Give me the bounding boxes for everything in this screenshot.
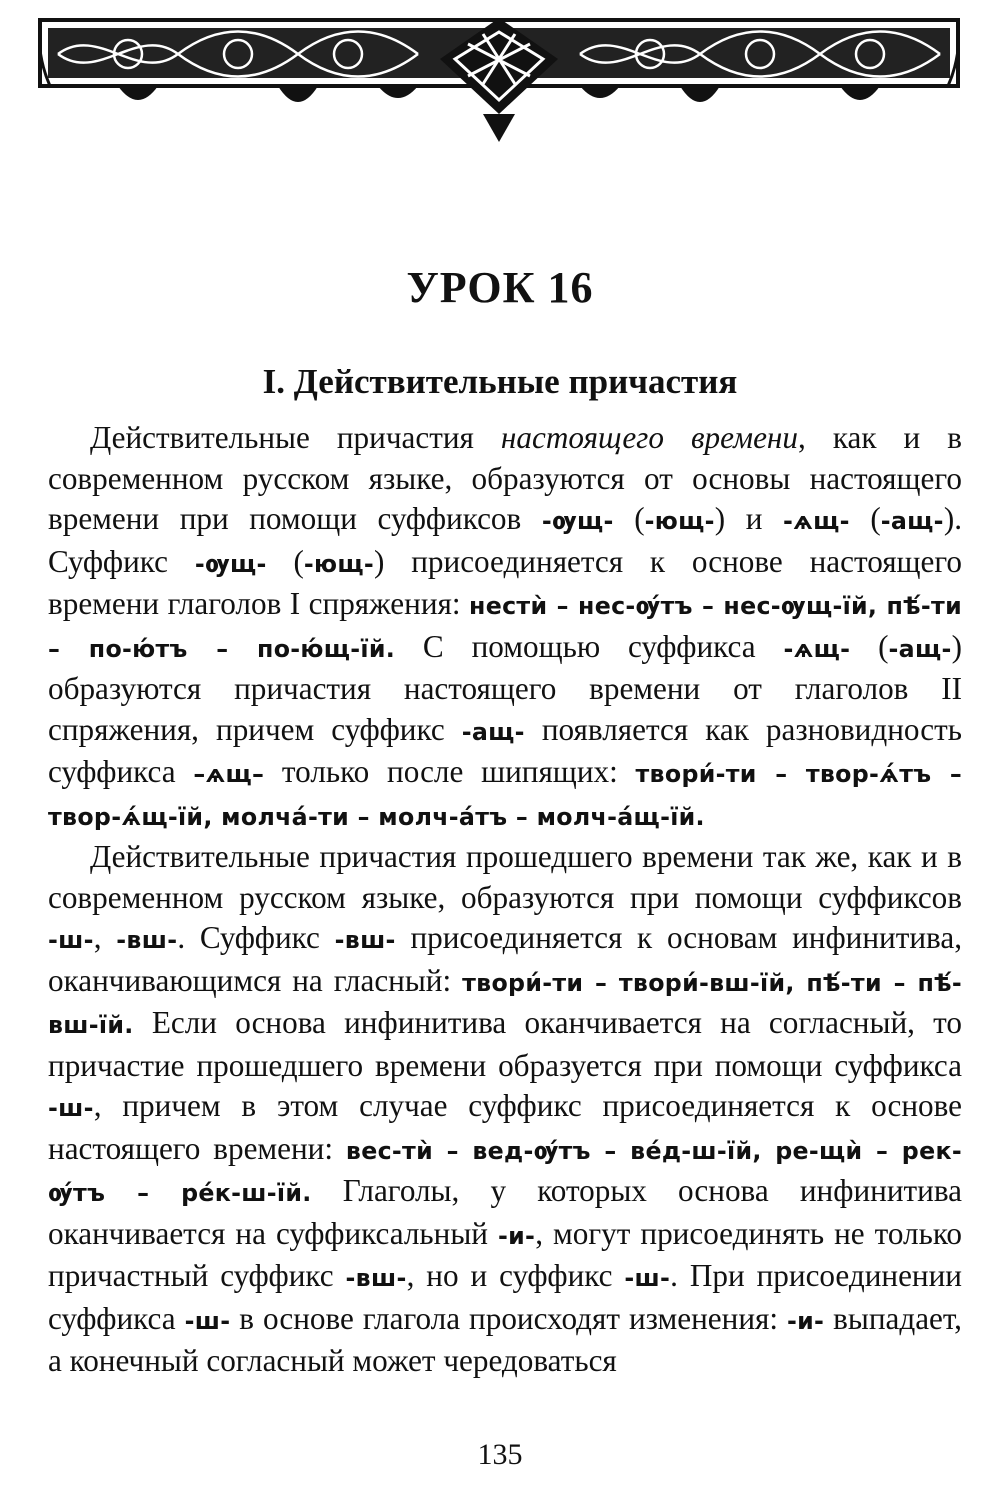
lesson-title: УРОК 16 [406, 263, 594, 312]
ornamental-knotwork-headpiece-icon [38, 14, 960, 142]
paragraph-past-participles: Действительные причастия прошедшего времени так же, как и в современном русском языке, образуются при помощи суффиксов -ш-, -вш-. Суффикс -вш- присоединяется к основам инфинитива, оканчивающимся на гласный: твори́-ти – твори́-вш-їй, пѣ́-ти – пѣ́-вш-їй. Если основа инфинитива оканчивается на согласный, то причастие прошедшего времени образуется при помощи суффикса -ш-, причем в этом случае суффикс присоединяется к основе настоящего времени: вес-тѝ – вед-ѹ́тъ – ве́д-ш-їй, ре-щѝ – рек-ѹ́тъ – ре́к-ш-їй. Глаголы, у которых основа инфинитива оканчивается на суффиксальный -и-, могут присоединять не только причастный суффикс -вш-, но и суффикс -ш-. При присоединении суффикса -ш- в основе глагола происходят изменения: -и- выпадает, а конечный согласный может чередоваться [48, 839, 963, 1378]
section-title: I. Действительные причастия [262, 362, 738, 401]
paragraph-present-participles: Действительные причастия настоящего времени, как и в современном русском языке, образуются от основы настоящего времени при помощи суффиксов -ѹщ- (-ющ-) и -ѧщ- (-ащ-). Суффикс -ѹщ- (-ющ-) присоединяется к основе настоящего времени глаголов I спряжения: нестѝ – нес-ѹ́тъ – нес-ѹщ-їй, пѣ́-ти – по-ю́тъ – по-ю́щ-їй. С помощью суффикса -ѧщ- (-ащ-) образуются причастия настоящего времени от глаголов II спряжения, причем суффикс -ащ- появляется как разновидность суффикса –ѧщ– только после шипящих: твори́-ти – твор-ѧ́тъ – твор-ѧ́щ-їй, молча́-ти – молч-а́тъ – молч-а́щ-їй. [48, 420, 963, 831]
page-number: 135 [477, 1438, 523, 1471]
body-text [48, 418, 962, 1382]
